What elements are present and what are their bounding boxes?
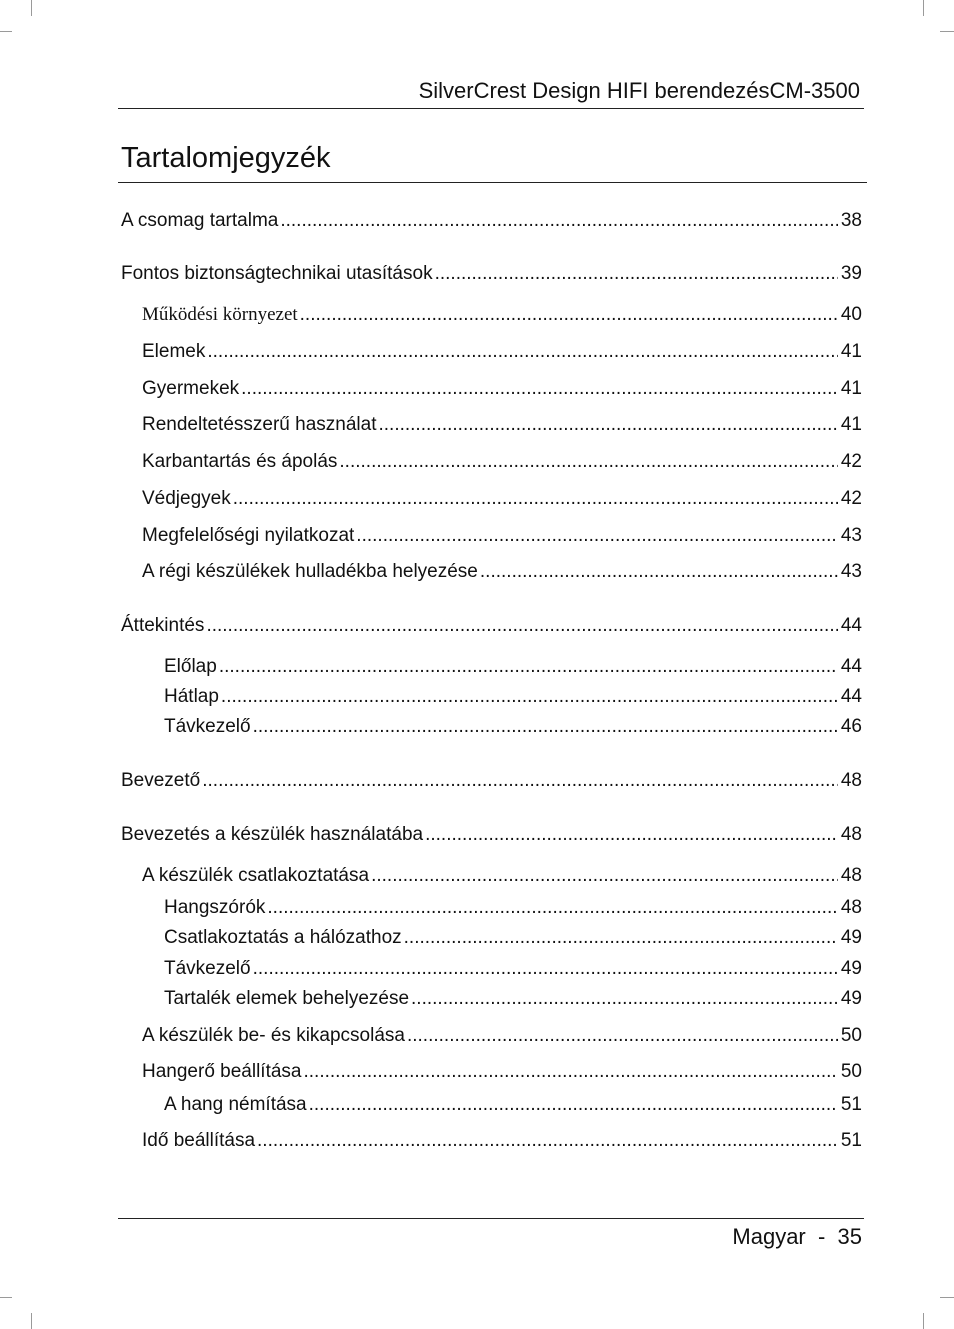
toc-entry[interactable] [164, 957, 862, 981]
toc-entry[interactable] [164, 1093, 862, 1117]
toc-entry-page: 50 [840, 1061, 862, 1082]
crop-mark-top-left-vertical [31, 0, 32, 16]
toc-entry-page: 48 [840, 865, 862, 886]
dot-leader [221, 685, 838, 709]
toc-entry[interactable] [164, 715, 862, 739]
toc-entry-label: A csomag tartalma [121, 210, 279, 231]
toc-entry-label: A készülék csatlakoztatása [142, 865, 370, 886]
toc-entry[interactable] [121, 614, 862, 638]
toc-entry-label: Tartalék elemek behelyezése [164, 988, 410, 1009]
crop-mark-bottom-left-horizontal [0, 1297, 12, 1298]
dot-leader [253, 715, 838, 739]
toc-entry-page: 42 [840, 451, 862, 472]
footer-rule [118, 1218, 864, 1219]
dot-leader [356, 524, 838, 548]
toc-entry-label: Áttekintés [121, 615, 205, 636]
toc-entry-label: Megfelelőségi nyilatkozat [142, 525, 355, 546]
toc-entry-page: 41 [840, 414, 862, 435]
toc-entry[interactable] [142, 864, 862, 888]
toc-entry-page: 46 [840, 716, 862, 737]
toc-entry-label: Hangszórók [164, 897, 266, 918]
toc-entry[interactable] [164, 896, 862, 920]
toc-entry[interactable] [142, 524, 862, 548]
dot-leader [253, 957, 838, 981]
dot-leader [202, 769, 838, 793]
toc-heading-rule [118, 182, 867, 183]
toc-entry-label: Védjegyek [142, 488, 231, 509]
toc-entry-label: Gyermekek [142, 378, 240, 399]
toc-entry[interactable] [121, 769, 862, 793]
toc-entry-page: 42 [840, 488, 862, 509]
toc-entry-page: 49 [840, 927, 862, 948]
toc-entry[interactable] [142, 560, 862, 584]
toc-entry[interactable] [121, 209, 862, 233]
dot-leader [233, 487, 838, 511]
toc-entry-label: Távkezelő [164, 716, 251, 737]
toc-entry[interactable] [142, 1024, 862, 1048]
dot-leader [309, 1093, 838, 1117]
dot-leader [280, 209, 838, 233]
dot-leader [206, 614, 837, 638]
toc-entry[interactable] [142, 413, 862, 437]
dot-leader [411, 987, 838, 1011]
dot-leader [257, 1129, 838, 1153]
dot-leader [378, 413, 837, 437]
toc-entry-label: A régi készülékek hulladékba helyezése [142, 561, 478, 582]
dot-leader [404, 926, 838, 950]
toc-entry-page: 51 [840, 1094, 862, 1115]
toc-entry-page: 41 [840, 378, 862, 399]
header-rule [118, 108, 864, 109]
toc-entry[interactable] [142, 303, 862, 327]
toc-entry-label: Hangerő beállítása [142, 1061, 302, 1082]
toc-entry-page: 43 [840, 525, 862, 546]
toc-entry-page: 49 [840, 988, 862, 1009]
dot-leader [267, 896, 837, 920]
toc-entry-page: 51 [840, 1130, 862, 1151]
toc-entry-page: 38 [840, 210, 862, 231]
crop-mark-bottom-right-vertical [923, 1313, 924, 1329]
toc-entry-page: 44 [840, 656, 862, 677]
crop-mark-top-right-vertical [923, 0, 924, 16]
toc-entry-page: 50 [840, 1025, 862, 1046]
dot-leader [219, 655, 838, 679]
toc-entry[interactable] [121, 262, 862, 286]
crop-mark-top-left-horizontal [0, 31, 12, 32]
toc-entry[interactable] [164, 987, 862, 1011]
page-footer: Magyar - 35 [732, 1224, 862, 1249]
toc-entry[interactable] [164, 655, 862, 679]
dot-leader [435, 262, 838, 286]
toc-entry-page: 40 [840, 304, 862, 325]
dot-leader [480, 560, 838, 584]
toc-entry-page: 41 [840, 341, 862, 362]
toc-entry-label: A hang némítása [164, 1094, 307, 1115]
toc-entry-label: Fontos biztonságtechnikai utasítások [121, 263, 433, 284]
toc-entry-page: 48 [840, 824, 862, 845]
dot-leader [371, 864, 838, 888]
toc-heading: Tartalomjegyzék [121, 142, 331, 174]
toc-entry-label: Idő beállítása [142, 1130, 256, 1151]
toc-entry-page: 48 [840, 897, 862, 918]
toc-entry-label: Bevezetés a készülék használatába [121, 824, 424, 845]
toc-entry-label: Működési környezet [142, 304, 298, 325]
toc-entry-label: Hátlap [164, 686, 219, 707]
toc-entry-label: Karbantartás és ápolás [142, 451, 338, 472]
toc-entry[interactable] [142, 340, 862, 364]
toc-entry[interactable] [142, 377, 862, 401]
dot-leader [425, 823, 838, 847]
toc-entry-label: Távkezelő [164, 958, 251, 979]
toc-entry-page: 44 [840, 686, 862, 707]
dot-leader [300, 303, 838, 327]
toc-entry[interactable] [142, 1060, 862, 1084]
toc-entry-page: 39 [840, 263, 862, 284]
dot-leader [207, 340, 838, 364]
dot-leader [407, 1024, 838, 1048]
toc-entry-label: Előlap [164, 656, 217, 677]
running-header: SilverCrest Design HIFI berendezésCM-3500 [418, 78, 860, 103]
crop-mark-bottom-right-horizontal [940, 1297, 954, 1298]
toc-entry[interactable] [164, 685, 862, 709]
toc-entry-page: 49 [840, 958, 862, 979]
dot-leader [339, 450, 837, 474]
crop-mark-top-right-horizontal [940, 31, 954, 32]
toc-entry-page: 44 [840, 615, 862, 636]
toc-entry[interactable] [142, 1129, 862, 1153]
toc-entry-label: Bevezető [121, 770, 201, 791]
toc-entry-page: 48 [840, 770, 862, 791]
toc-entry-page: 43 [840, 561, 862, 582]
toc-entry[interactable] [142, 487, 862, 511]
dot-leader [304, 1060, 838, 1084]
crop-mark-bottom-left-vertical [31, 1313, 32, 1329]
toc-entry[interactable] [142, 450, 862, 474]
toc-entry-label: Elemek [142, 341, 206, 362]
toc-entry-label: Rendeltetésszerű használat [142, 414, 377, 435]
toc-entry[interactable] [164, 926, 862, 950]
toc-entry[interactable] [121, 823, 862, 847]
dot-leader [241, 377, 838, 401]
toc-entry-label: A készülék be- és kikapcsolása [142, 1025, 405, 1046]
toc-entry-label: Csatlakoztatás a hálózathoz [164, 927, 402, 948]
